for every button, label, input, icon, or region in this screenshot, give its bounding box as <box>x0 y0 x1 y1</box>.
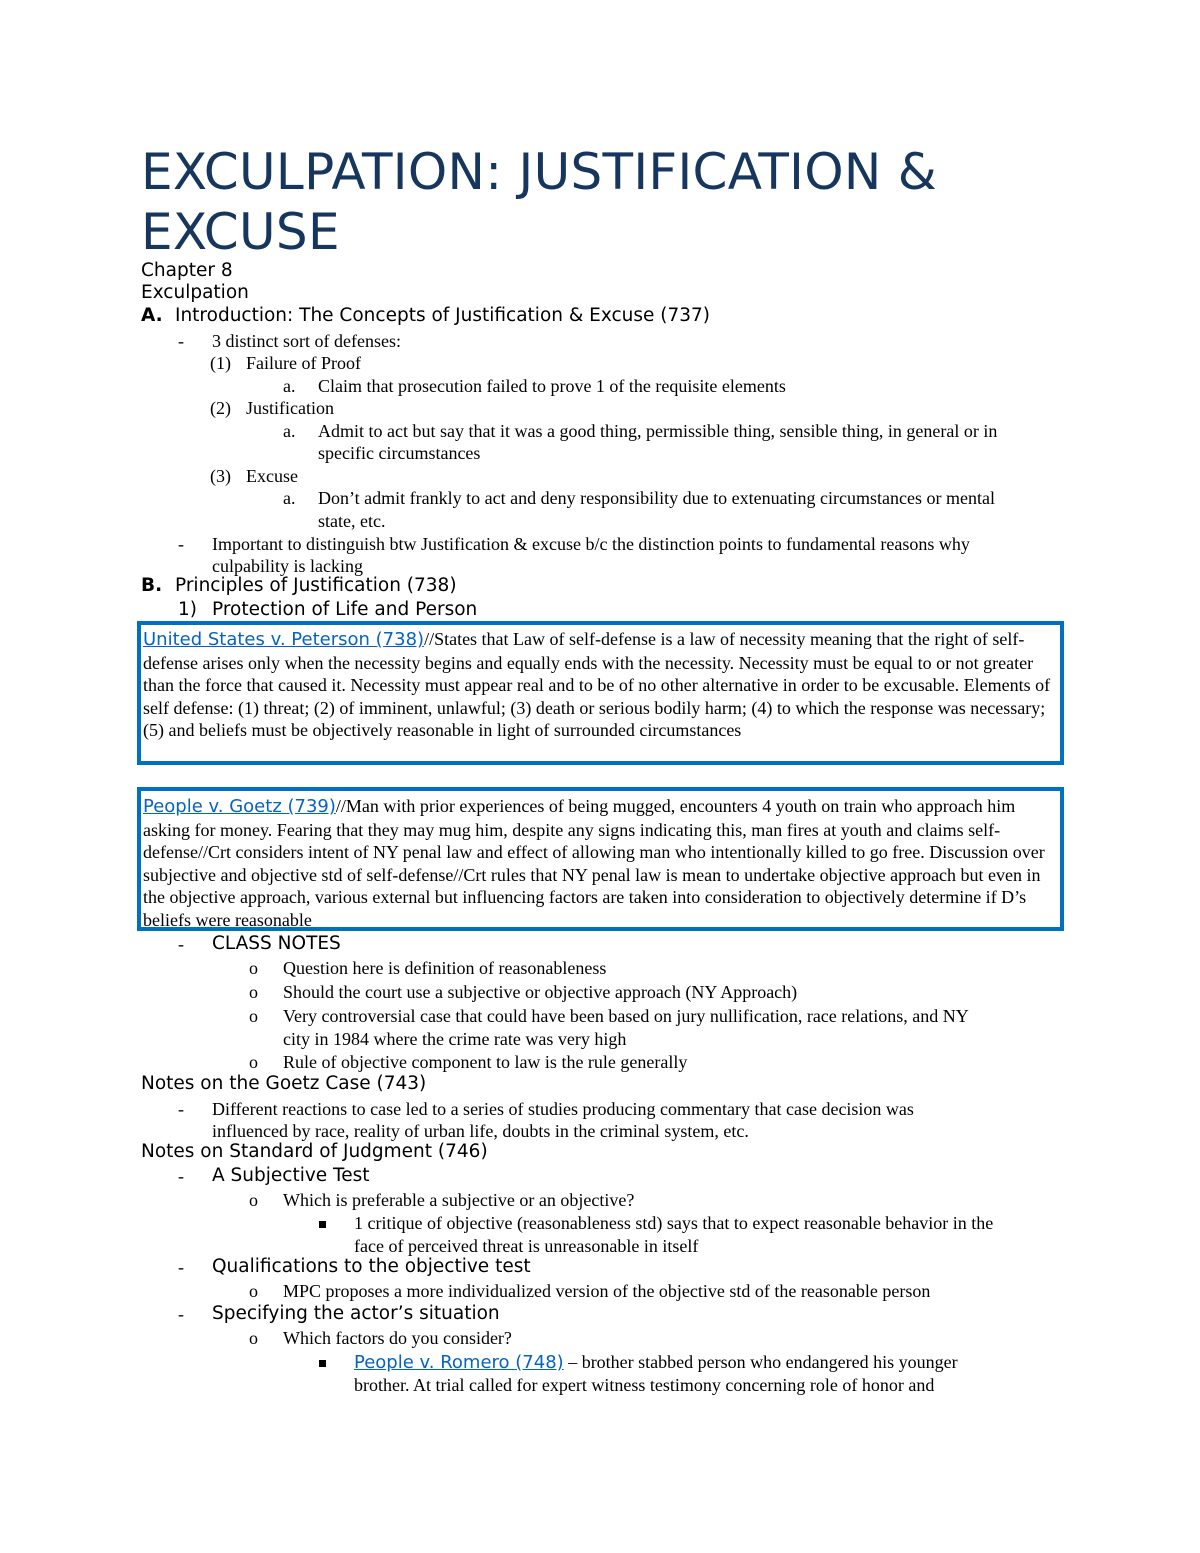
document-title: EXCULPATION: JUSTIFICATION & EXCUSE <box>141 143 938 261</box>
section-a-bullet-2: Important to distinguish btw Justification & excuse b/c the distinction points to fundamental reasons why <box>212 534 970 554</box>
item-1-label: Failure of Proof <box>246 353 361 373</box>
case-link-romero[interactable]: People v. Romero (748) <box>354 1352 564 1373</box>
subjective-question: Which is preferable a subjective or an objective? <box>283 1190 635 1210</box>
item-2-sub-text: Admit to act but say that it was a good thing, permissible thing, sensible thing, in general or in <box>318 421 998 441</box>
situation-label: Specifying the actor’s situation <box>212 1303 500 1324</box>
item-1-number: (1) <box>210 353 231 373</box>
dash-bullet: - <box>178 331 184 351</box>
romero-text: – brother stabbed person who endangered his younger <box>563 1352 958 1372</box>
square-bullet <box>319 1351 326 1373</box>
case-summary-goetz: //Man with prior experiences of being mugged, encounters 4 youth on train who approach him asking for money. Fearing that they may mug him, despite any signs indicating this, man fires at youth and claims self-defense//Crt considers intent of NY penal law and effect of allowing man who intentionally killed to go free. Discussion over subjective and objective std of self-defense//Crt rules that NY penal law is mean to undertake objective approach but even in the objective approach, various external but influencing factors are taken into consideration to objectively determine if D’s beliefs were reasonable <box>143 796 1045 930</box>
dash-bullet: - <box>178 534 184 554</box>
item-2-number: (2) <box>210 398 231 418</box>
circle-bullet: o <box>249 1006 258 1026</box>
class-note-3-cont: city in 1984 where the crime rate was very high <box>283 1029 627 1049</box>
section-a-heading: Introduction: The Concepts of Justification & Excuse (737) <box>175 305 711 326</box>
qualifications-point: MPC proposes a more individualized version of the objective std of the reasonable person <box>283 1281 931 1301</box>
item-1-sub-marker: a. <box>283 376 296 396</box>
class-note-2: Should the court use a subjective or objective approach (NY Approach) <box>283 982 798 1002</box>
case-box-peterson <box>137 621 1064 765</box>
circle-bullet: o <box>249 1281 258 1301</box>
dash-bullet: - <box>178 1257 184 1277</box>
case-text-peterson <box>143 628 1063 742</box>
case-link-goetz[interactable]: People v. Goetz (739) <box>143 796 336 817</box>
item-2-sub-marker: a. <box>283 421 296 441</box>
situation-question: Which factors do you consider? <box>283 1328 512 1348</box>
item-3-sub-text: Don’t admit frankly to act and deny responsibility due to extenuating circumstances or mental <box>318 488 995 508</box>
subjective-point: 1 critique of objective (reasonableness std) says that to expect reasonable behavior in the <box>354 1213 994 1233</box>
case-link-peterson[interactable]: United States v. Peterson (738) <box>143 629 425 650</box>
circle-bullet: o <box>249 1052 258 1072</box>
subtitle: Exculpation <box>141 282 249 303</box>
dash-bullet: - <box>178 934 184 954</box>
item-3-sub-text-cont: state, etc. <box>318 511 386 531</box>
item-2-sub-text-cont: specific circumstances <box>318 443 481 463</box>
chapter-label: Chapter 8 <box>141 260 233 281</box>
item-3-number: (3) <box>210 466 231 486</box>
section-b-heading: Principles of Justification (738) <box>175 575 457 596</box>
dash-bullet: - <box>178 1304 184 1324</box>
goetz-notes-text-cont: influenced by race, reality of urban life, doubts in the criminal system, etc. <box>212 1121 749 1141</box>
dash-bullet: - <box>178 1166 184 1186</box>
class-notes-label: CLASS NOTES <box>212 933 341 954</box>
case-text-goetz <box>143 795 1063 932</box>
square-bullet <box>319 1212 326 1234</box>
goetz-notes-heading: Notes on the Goetz Case (743) <box>141 1073 427 1094</box>
section-a-marker: A. <box>141 305 163 326</box>
dash-bullet: - <box>178 1099 184 1119</box>
qualifications-label: Qualifications to the objective test <box>212 1256 531 1277</box>
romero-line <box>354 1351 958 1374</box>
circle-bullet: o <box>249 1328 258 1348</box>
case-summary-peterson: //States that Law of self-defense is a law of necessity meaning that the right of self-defense arises only when the necessity begins and equally ends with the necessity. Necessity must be equal to or not greater than the force that caused it. Necessity must appear real and to be of no other alternative in order to be excusable. Elements of self defense: (1) threat; (2) of imminent, unlawful; (3) death or serious bodily harm; (4) to which the response was necessary; (5) and beliefs must be objectively reasonable in light of surrounded circumstances <box>143 629 1051 741</box>
section-a-bullet-2-cont: culpability is lacking <box>212 556 363 576</box>
class-note-1: Question here is definition of reasonableness <box>283 958 607 978</box>
section-b-marker: B. <box>141 575 163 596</box>
class-note-4: Rule of objective component to law is the rule generally <box>283 1052 688 1072</box>
goetz-notes-text: Different reactions to case led to a series of studies producing commentary that case decision was <box>212 1099 914 1119</box>
class-note-3: Very controversial case that could have been based on jury nullification, race relations, and NY <box>283 1006 969 1026</box>
item-3-label: Excuse <box>246 466 298 486</box>
section-b-sub-marker: 1) <box>178 599 197 620</box>
item-1-sub-text: Claim that prosecution failed to prove 1 of the requisite elements <box>318 376 786 396</box>
romero-line-cont: brother. At trial called for expert witness testimony concerning role of honor and <box>354 1375 935 1395</box>
case-box-goetz <box>137 787 1064 931</box>
section-a-bullet-1: 3 distinct sort of defenses: <box>212 331 401 351</box>
circle-bullet: o <box>249 958 258 978</box>
item-3-sub-marker: a. <box>283 488 296 508</box>
subjective-test-label: A Subjective Test <box>212 1165 370 1186</box>
circle-bullet: o <box>249 1190 258 1210</box>
section-b-sub-heading: Protection of Life and Person <box>212 599 478 620</box>
subjective-point-cont: face of perceived threat is unreasonable in itself <box>354 1236 699 1256</box>
circle-bullet: o <box>249 982 258 1002</box>
item-2-label: Justification <box>246 398 334 418</box>
standard-heading: Notes on Standard of Judgment (746) <box>141 1141 488 1162</box>
